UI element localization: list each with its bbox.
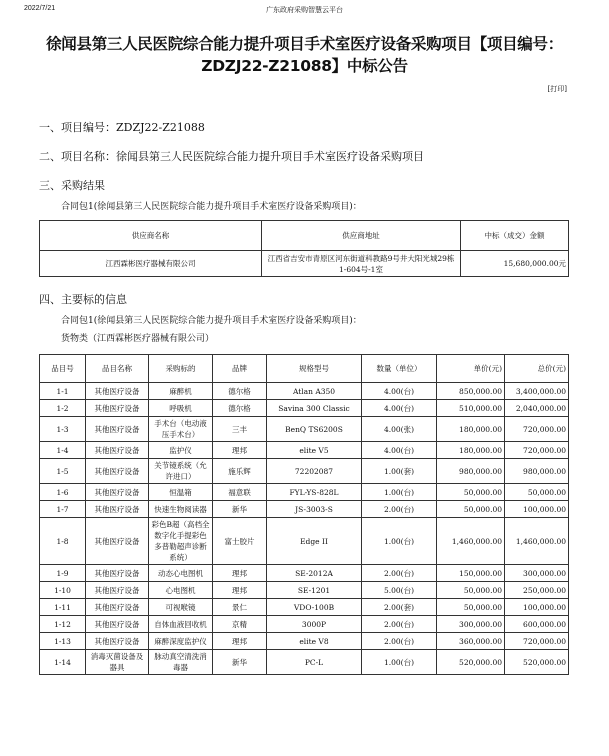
award-amount: 15,680,000.00元 [461,251,569,277]
unit-price: 1,460,000.00 [437,518,505,565]
item-subject: 恒温箱 [149,484,213,501]
item-category: 其他医疗设备 [86,616,149,633]
item-subject: 脉动真空清洗消毒器 [149,650,213,675]
item-no: 1-13 [40,633,86,650]
table-row [40,616,569,633]
items-table [39,354,569,675]
item-no: 1-1 [40,383,86,400]
table-row [40,251,569,277]
item-category: 其他医疗设备 [86,484,149,501]
title-line-2: ZDZJ22-Z21088】中标公告 [201,57,408,75]
brand: 理邦 [213,565,267,582]
item-no: 1-4 [40,442,86,459]
title-line-1: 徐闻县第三人民医院综合能力提升项目手术室医疗设备采购项目【项目编号： [46,35,563,53]
section-main-items: 四、主要标的信息 [39,293,127,306]
total-price: 2,040,000.00 [505,400,569,417]
model: PC-L [267,650,362,675]
model: BenQ TS6200S [267,417,362,442]
total-price: 50,000.00 [505,484,569,501]
table-row [40,633,569,650]
quantity: 1.00(台) [362,484,437,501]
item-subject: 心电图机 [149,582,213,599]
unit-price: 50,000.00 [437,484,505,501]
unit-price: 50,000.00 [437,582,505,599]
item-category: 其他医疗设备 [86,417,149,442]
item-no: 1-6 [40,484,86,501]
unit-price: 180,000.00 [437,417,505,442]
supplier-table [39,220,569,277]
header-item-no: 品目号 [40,355,86,383]
brand: 景仁 [213,599,267,616]
total-price: 520,000.00 [505,650,569,675]
total-price: 600,000.00 [505,616,569,633]
print-link[interactable]: [打印] [547,85,567,93]
item-subject: 麻醉机 [149,383,213,400]
table-row [40,565,569,582]
total-price: 100,000.00 [505,501,569,518]
brand: 理邦 [213,442,267,459]
item-subject: 可视喉镜 [149,599,213,616]
quantity: 1.00(套) [362,459,437,484]
quantity: 2.00(套) [362,599,437,616]
item-subject: 自体血液回收机 [149,616,213,633]
header-brand: 品牌 [213,355,267,383]
total-price: 250,000.00 [505,582,569,599]
brand: 三丰 [213,417,267,442]
item-category: 其他医疗设备 [86,518,149,565]
item-no: 1-11 [40,599,86,616]
item-subject: 动态心电图机 [149,565,213,582]
table-row [40,650,569,675]
model: elite V8 [267,633,362,650]
item-no: 1-2 [40,400,86,417]
brand: 富士胶片 [213,518,267,565]
header-amount: 中标（成交）金额 [461,221,569,251]
brand: 理邦 [213,633,267,650]
item-no: 1-9 [40,565,86,582]
quantity: 1.00(台) [362,650,437,675]
quantity: 4.00(台) [362,442,437,459]
item-no: 1-3 [40,417,86,442]
brand: 施乐辉 [213,459,267,484]
item-no: 1-7 [40,501,86,518]
brand: 理邦 [213,582,267,599]
table-row [40,400,569,417]
quantity: 2.00(台) [362,501,437,518]
unit-price: 150,000.00 [437,565,505,582]
quantity: 4.00(台) [362,383,437,400]
item-subject: 呼吸机 [149,400,213,417]
brand: 福意联 [213,484,267,501]
header-item-subject: 采购标的 [149,355,213,383]
item-no: 1-12 [40,616,86,633]
quantity: 1.00(台) [362,518,437,565]
total-price: 100,000.00 [505,599,569,616]
total-price: 720,000.00 [505,442,569,459]
brand: 新华 [213,650,267,675]
item-category: 消毒灭菌设备及器具 [86,650,149,675]
item-category: 其他医疗设备 [86,400,149,417]
brand: 德尔格 [213,383,267,400]
table-row [40,417,569,442]
item-category: 其他医疗设备 [86,599,149,616]
item-no: 1-5 [40,459,86,484]
model: VDO-100B [267,599,362,616]
item-no: 1-14 [40,650,86,675]
model: SE-2012A [267,565,362,582]
total-price: 1,460,000.00 [505,518,569,565]
model: Atlan A350 [267,383,362,400]
site-name: 广东政府采购智慧云平台 [266,6,343,14]
header-model: 规格型号 [267,355,362,383]
model: 72202087 [267,459,362,484]
model: elite V5 [267,442,362,459]
supplier-name: 江西霖彬医疗器械有限公司 [40,251,262,277]
item-category: 其他医疗设备 [86,442,149,459]
goods-label: 货物类（江西霖彬医疗器械有限公司） [61,334,215,344]
brand: 新华 [213,501,267,518]
section-results: 三、采购结果 [39,179,105,192]
table-row [40,599,569,616]
unit-price: 850,000.00 [437,383,505,400]
unit-price: 50,000.00 [437,501,505,518]
quantity: 2.00(台) [362,616,437,633]
model: Edge II [267,518,362,565]
item-category: 其他医疗设备 [86,383,149,400]
header-unit-price: 单价(元) [437,355,505,383]
unit-price: 510,000.00 [437,400,505,417]
table-row [40,484,569,501]
unit-price: 980,000.00 [437,459,505,484]
item-subject: 彩色B超（高档全数字化手提彩色多普勒超声诊断系统） [149,518,213,565]
table-row [40,459,569,484]
quantity: 4.00(台) [362,400,437,417]
quantity: 5.00(台) [362,582,437,599]
header-supplier-address: 供应商地址 [262,221,461,251]
model: SE-1201 [267,582,362,599]
section-project-number: 一、项目编号：ZDZJ22-Z21088 [39,121,205,134]
unit-price: 360,000.00 [437,633,505,650]
print-date: 2022/7/21 [24,5,56,12]
item-subject: 快速生物阅读器 [149,501,213,518]
item-subject: 麻醉深度监护仪 [149,633,213,650]
quantity: 2.00(台) [362,565,437,582]
unit-price: 50,000.00 [437,599,505,616]
unit-price: 300,000.00 [437,616,505,633]
item-category: 其他医疗设备 [86,501,149,518]
item-category: 其他医疗设备 [86,459,149,484]
item-category: 其他医疗设备 [86,565,149,582]
brand: 京精 [213,616,267,633]
brand: 德尔格 [213,400,267,417]
table-row [40,518,569,565]
page-title [20,33,589,77]
header-quantity: 数量（单位） [362,355,437,383]
model: 3000P [267,616,362,633]
header-supplier-name: 供应商名称 [40,221,262,251]
total-price: 720,000.00 [505,633,569,650]
item-no: 1-8 [40,518,86,565]
model: JS-3003-S [267,501,362,518]
unit-price: 180,000.00 [437,442,505,459]
total-price: 720,000.00 [505,417,569,442]
unit-price: 520,000.00 [437,650,505,675]
item-subject: 关节镜系统（允许进口） [149,459,213,484]
package-label: 合同包1(徐闻县第三人民医院综合能力提升项目手术室医疗设备采购项目)： [61,202,362,212]
item-subject: 监护仪 [149,442,213,459]
model: FYL-YS-828L [267,484,362,501]
item-subject: 手术台（电动液压手术台） [149,417,213,442]
table-row [40,442,569,459]
total-price: 980,000.00 [505,459,569,484]
table-row [40,383,569,400]
total-price: 3,400,000.00 [505,383,569,400]
package-label-2: 合同包1(徐闻县第三人民医院综合能力提升项目手术室医疗设备采购项目)： [61,316,362,326]
item-category: 其他医疗设备 [86,633,149,650]
item-category: 其他医疗设备 [86,582,149,599]
header-total-price: 总价(元) [505,355,569,383]
table-row [40,582,569,599]
table-row [40,501,569,518]
quantity: 4.00(张) [362,417,437,442]
model: Savina 300 Classic [267,400,362,417]
total-price: 300,000.00 [505,565,569,582]
header-item-category: 品目名称 [86,355,149,383]
quantity: 2.00(台) [362,633,437,650]
item-no: 1-10 [40,582,86,599]
supplier-address: 江西省吉安市青原区河东街道科教路9号井大阳光城29栋1-604号-1室 [262,251,461,277]
section-project-name: 二、项目名称：徐闻县第三人民医院综合能力提升项目手术室医疗设备采购项目 [39,150,424,163]
